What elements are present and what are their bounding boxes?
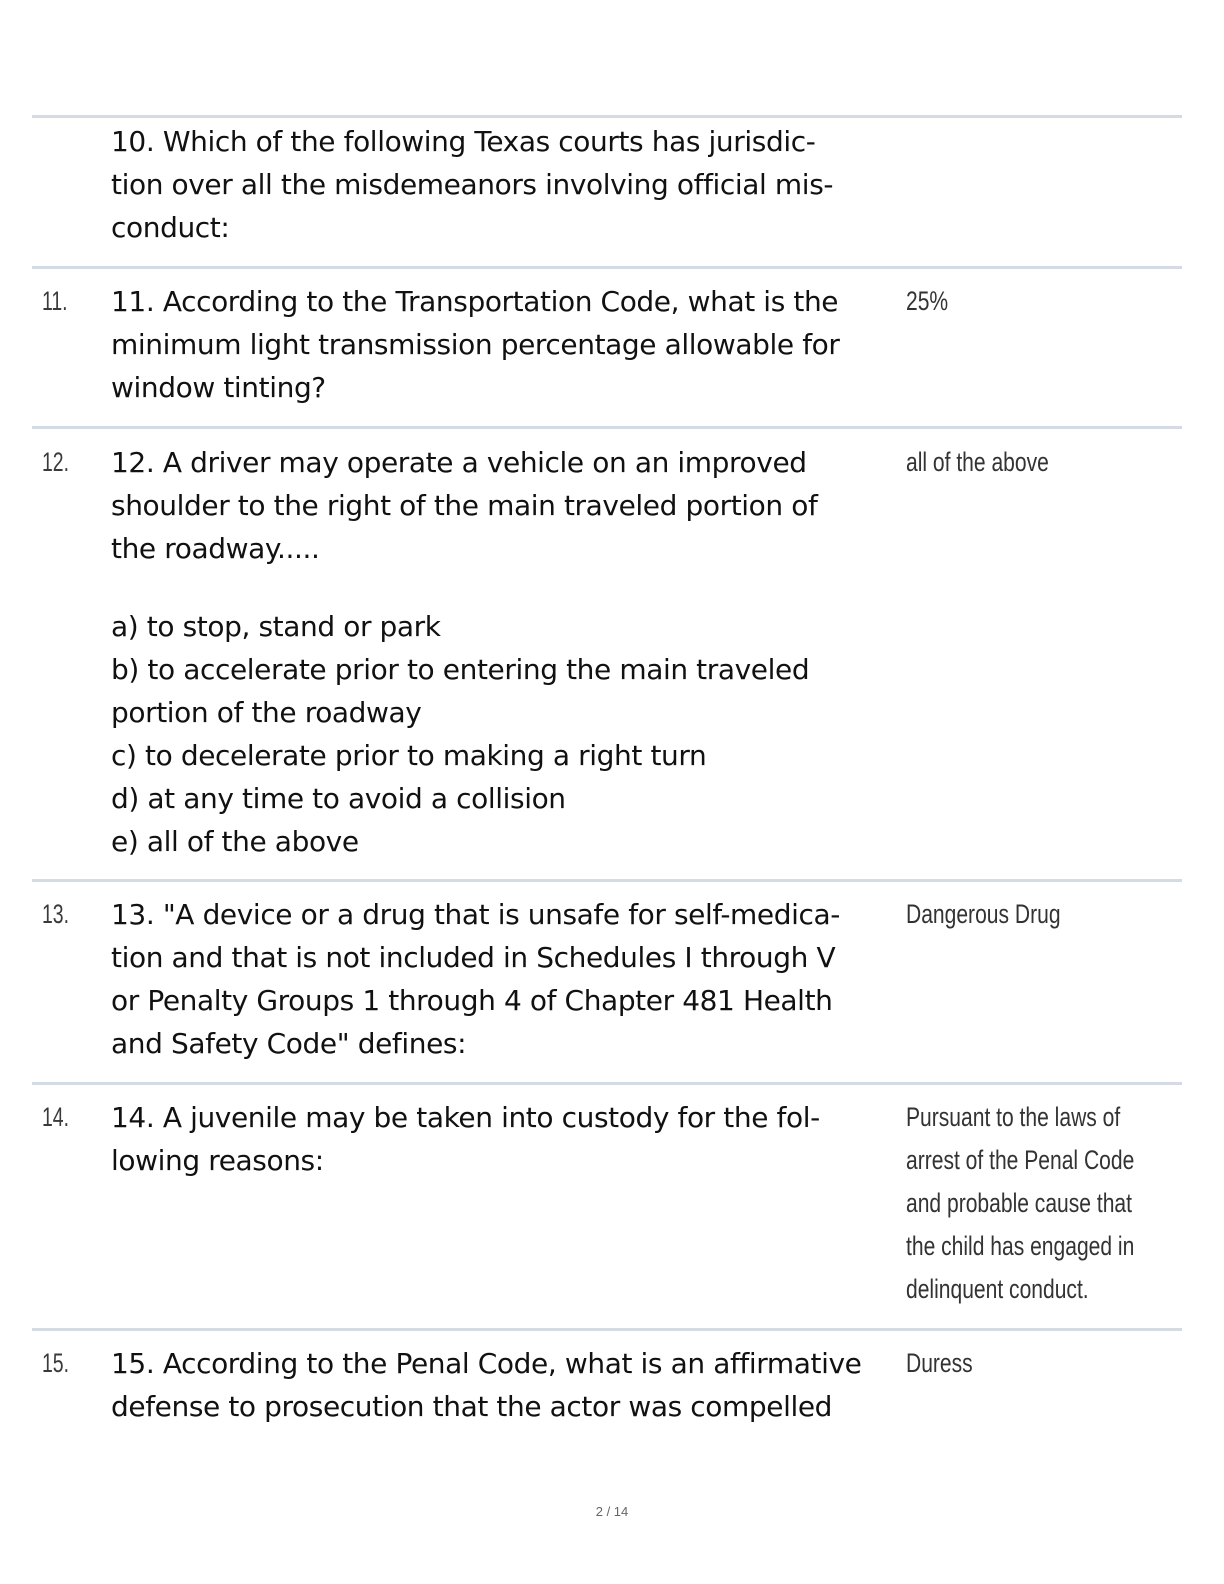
question-line: window tinting?: [111, 371, 326, 404]
option-line: e) all of the above: [111, 825, 359, 858]
answer-line: arrest of the Penal Code: [906, 1145, 1135, 1175]
divider: [32, 426, 1182, 429]
question-text: [111, 441, 901, 863]
question-text: [111, 1096, 901, 1182]
answer-line: 25%: [906, 286, 949, 316]
answer-text: [906, 280, 960, 323]
question-text: [111, 280, 901, 409]
answer-line: all of the above: [906, 447, 1049, 477]
question-line: 14. A juvenile may be taken into custody for the fol-: [111, 1101, 820, 1134]
question-number: 13.: [42, 899, 70, 929]
answer-line: delinquent conduct.: [906, 1274, 1089, 1304]
divider: [32, 1082, 1182, 1085]
question-line: minimum light transmission percentage allowable for: [111, 328, 840, 361]
answer-text: [906, 893, 1104, 936]
answer-line: Pursuant to the laws of: [906, 1102, 1121, 1132]
divider: [32, 266, 1182, 269]
question-number: 12.: [42, 447, 70, 477]
option-line: b) to accelerate prior to entering the main traveled: [111, 653, 810, 686]
divider: [32, 1328, 1182, 1331]
question-line: 13. "A device or a drug that is unsafe for self-medica-: [111, 898, 840, 931]
question-line: 15. According to the Penal Code, what is an affirmative: [111, 1347, 862, 1380]
question-line: 12. A driver may operate a vehicle on an improved: [111, 446, 807, 479]
question-number: 11.: [42, 286, 68, 316]
answer-line: Duress: [906, 1348, 973, 1378]
question-text: [111, 1342, 901, 1428]
question-line: or Penalty Groups 1 through 4 of Chapter 481 Health: [111, 984, 833, 1017]
answer-line: and probable cause that: [906, 1188, 1132, 1218]
divider: [32, 879, 1182, 882]
page-number: 2 / 14: [595, 1504, 629, 1519]
divider: [32, 115, 1182, 118]
question-number: 14.: [42, 1102, 70, 1132]
option-line: c) to decelerate prior to making a right turn: [111, 739, 707, 772]
question-line: tion over all the misdemeanors involving official mis-: [111, 168, 834, 201]
answer-text: [906, 1342, 992, 1385]
option-line: d) at any time to avoid a collision: [111, 782, 566, 815]
answer-text: [906, 1096, 1199, 1311]
option-line: a) to stop, stand or park: [111, 610, 441, 643]
question-line: shoulder to the right of the main traveled portion of: [111, 489, 818, 522]
answer-line: Dangerous Drug: [906, 899, 1061, 929]
question-line: tion and that is not included in Schedules I through V: [111, 941, 836, 974]
question-number: 15.: [42, 1348, 70, 1378]
paragraph-gap: [111, 570, 901, 605]
option-line: portion of the roadway: [111, 696, 422, 729]
question-line: lowing reasons:: [111, 1144, 324, 1177]
question-text: [111, 120, 901, 249]
question-line: defense to prosecution that the actor was compelled: [111, 1390, 833, 1423]
question-text: [111, 893, 901, 1065]
question-line: conduct:: [111, 211, 230, 244]
answer-text: [906, 441, 1089, 484]
question-line: the roadway.....: [111, 532, 320, 565]
question-line: 10. Which of the following Texas courts has jurisdic-: [111, 125, 816, 158]
question-line: 11. According to the Transportation Code, what is the: [111, 285, 839, 318]
question-line: and Safety Code" defines:: [111, 1027, 467, 1060]
answer-line: the child has engaged in: [906, 1231, 1135, 1261]
